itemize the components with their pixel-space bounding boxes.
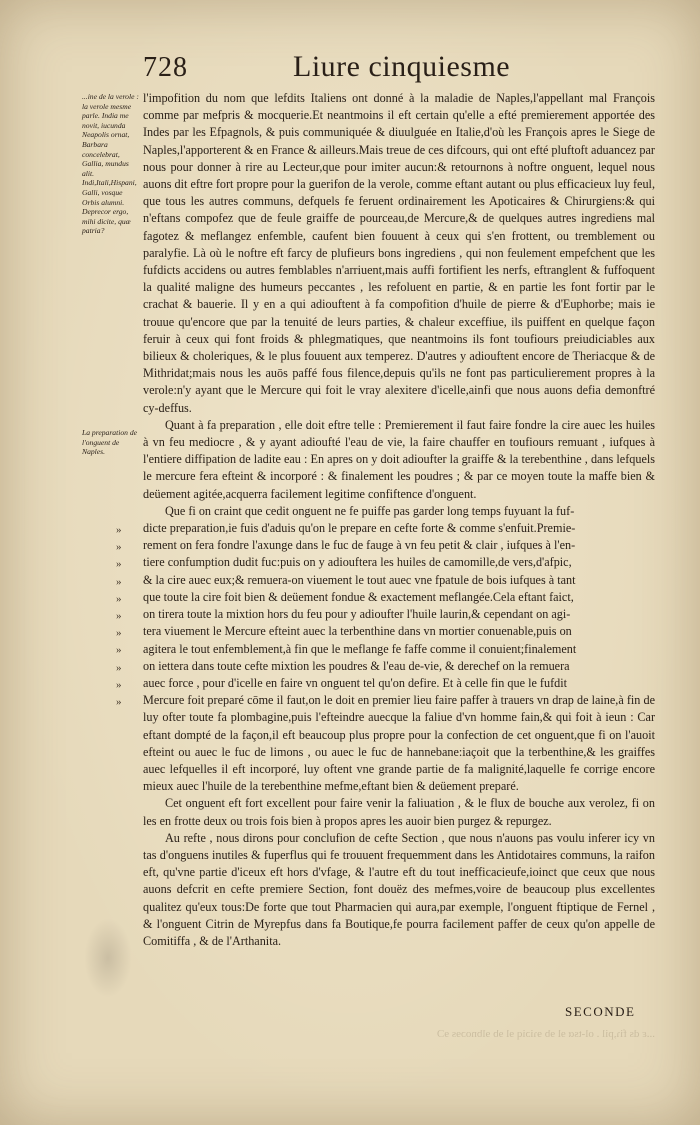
margin-note-preparation: La preparation de l'onguent de Naples. bbox=[82, 428, 137, 457]
show-through-text: ...ε ds fiɿ,pil . ol-tsα ɘl ɘb ɘɿiɔiq ɘl ɘb ɘlbnoɔɘs ɘϽ bbox=[436, 1028, 655, 1040]
quoted-line: tiere confumption dudit fuc:puis on y adiouftera les huiles de camomille,de vers,d'afpic, bbox=[143, 555, 572, 570]
quote-mark: » bbox=[116, 592, 122, 605]
quotation-marks-column bbox=[116, 522, 138, 711]
paragraph-salivation: Cet onguent eft fort excellent pour faire venir la faliuation , & le flux de bouche aux verolez, fi on les en frotte deux ou trois fois bien à propos apres les auoir bien purgez & repurgez. bbox=[143, 796, 655, 828]
quoted-line: auec force , pour d'icelle en faire vn onguent tel qu'on defire. Et à celle fin que le fufdit bbox=[143, 675, 567, 690]
quoted-line: rement on fera fondre l'axunge dans le fuc de fauge à vn feu petit & clair , iufques à l'en- bbox=[143, 538, 576, 553]
paragraph-preparation: Quant à fa preparation , elle doit eftre telle : Premierement il faut faire fondre la cire auec les huiles à vn feu mediocre , & y ayant adioufté l'eau de vie, la faire chauffer en toufiours remuant , iufques à l'entiere diffipation de ladite eau : En apres on y doit adioufter la graiffe & la terebenthine , dans lefquels le mercure fera efteint & incorporé : & finalement les poudres ; & par ce moyen toute la maffe bien & deüement agitée,acquerra facilement legitime confiftence d'onguent. bbox=[143, 417, 655, 501]
quote-mark: » bbox=[116, 627, 122, 640]
catchword: SECONDE bbox=[565, 1004, 636, 1019]
paragraph-conclusion: Au refte , nous dirons pour conclufion de cefte Section , que nous n'auons pas voulu inferer icy vn tas d'onguens inutiles & fuperflus qui fe trouuent frequemment dans les Antidotaires communs, la raifon eft, qu'vne partie d'iceux eft hors d'vfage, & l'autre eft du tout inefficacieufe,ioinct que ceux que nous auons defcrit en cefte premiere Section, font douëz des mefmes,voire de beaucoup plus excellentes qualitez qu'eux tous:De forte que tout Pharmacien qui aura,par exemple, l'onguent ftiptique de Fernel , & l'onguent Citrin de Myrepfus dans fa Boutique,fe pourra facilement paffer de ceux qu'on appelle de Comitiffa , & de l'Arthanita. bbox=[143, 830, 655, 948]
quote-mark: » bbox=[116, 678, 122, 691]
running-head: Liure cinquiesme bbox=[293, 50, 511, 83]
paper-stain bbox=[84, 918, 132, 998]
quoted-line: Que fi on craint que cedit onguent ne fe puiffe pas garder long temps fuyuant la fuf- bbox=[165, 503, 575, 518]
quoted-line: & la cire auec eux;& remuera-on viuement le tout auec vne fpatule de bois iufques à tant bbox=[143, 572, 576, 587]
quoted-line: dicte preparation,ie fuis d'aduis qu'on le prepare en cefte forte & comme s'enfuit.Premie- bbox=[143, 521, 576, 536]
quote-mark: » bbox=[116, 610, 122, 623]
paragraph-verole: l'impofition du nom que lefdits Italiens ont donné à la maladie de Naples,l'appellant mal François comme par mefpris & mocquerie.Et neantmoins il eft certain qu'elle a efté premierement apportée des Indes par les Efpagnols, & puis communiquée & diuulguée en Italie,d'où les François apres le Siege de Naples,l'apporterent & en France & ailleurs.Mais treue de ces difcours, qui ont efté pluftoft aduancez par nous pour donner à rire au Lecteur,que pour imiter aucun:& retournons à noftre onguent, lequel nous auons dit eftre fort propre pour la guerifon de la verole, comme eftant autant ou plus efficacieux luy feul, que tous les autres communs, defquels fe feruent ordinairement les Apoticaires & Chirurgiens:& qui n'eftans compofez que de feule graiffe de pourceau,de Mercure,& de quelques autres ingrediens mal fagotez & meflangez enfemble, caufent bien fouuent à ceux qui s'en frottent, ou tremblement ou paralyfie. Là où le noftre eft farcy de plufieurs bons ingrediens , qui non feulement empefchent que les fufdicts accidens ou autres femblables n'arriuent,mais auffi fortifient les nerfs, eftranglent & fuffoquent la qualité maligne des humeurs peccantes , les refoluent en partie, & en partie les font fortir par le crachat & bauerie. Il y en a qui adiouftent à fa compofition d'huile de pierre & d'Euphorbe; mais ie trouue qu'encore que par la tenuité de leurs parties, & chaleur exceffiue, ils puiffent en quelque façon feruir à ceux qui font froids & phlegmatiques, que neantmoins ils font toufiours preiudiciables aux bilieux & choleriques, & le plus fouuent aux temperez. D'autres y adiouftent encore de Theriacque & de Mithridat;mais nous les auōs paffé fous filence,depuis qu'ils ne font pas particulierement propres à la verole:n'y ayant que le Mercure qui foit le vray alexitere d'icelle,ainfi que nous auons defia demonftré cy-deffus. bbox=[143, 91, 655, 415]
quoted-line: on iettera dans toute cefte mixtion les poudres & l'eau de-vie, & derechef on la remuera bbox=[143, 658, 570, 673]
quote-mark: » bbox=[116, 644, 122, 657]
quote-mark: » bbox=[116, 541, 122, 554]
page-header bbox=[143, 52, 663, 86]
quoted-line: agitera le tout enfemblement,à fin que le meflange fe faffe comme il conuient;finalement bbox=[143, 641, 577, 656]
quote-mark: » bbox=[116, 575, 122, 588]
quoted-passage bbox=[143, 503, 655, 692]
quote-mark: » bbox=[116, 524, 122, 536]
quoted-line: tera viuement le Mercure efteint auec la terbenthine dans vn mortier conuenable,puis on bbox=[143, 624, 572, 639]
quoted-line: on tirera toute la mixtion hors du feu pour y adioufter l'huile laurin,& cependant on agi- bbox=[143, 607, 571, 622]
page-number: 728 bbox=[143, 52, 188, 83]
quoted-line: que toute la cire foit bien & deüement fondue & exactement meflangée.Cela eftant faict, bbox=[143, 589, 574, 604]
quote-mark: » bbox=[116, 558, 122, 571]
paragraph-mercure: Mercure foit preparé cōme il faut,on le doit en premier lieu faire paffer à trauers vn drap de laine,à fin de luy ofter toute fa plombagine,puis l'efteindre auecque la faliue d'vn homme fain,& qui foit à ieun : Car eftant dompté de la façon,il eft beaucoup plus propre pour la confection de cet onguent,que fi on l'auoit efteint ou auec le fuc de limons , ou auec le fuc de hannebane:iaçoit que la terbenthine,& les graiffes auec lefquelles il eft incorporé, luy oftent vne grande partie de fa malignité,laquelle fe corrige encore mieux auec l'huile de la terebenthine mefme,eftant bien & deüement preparé. bbox=[143, 693, 655, 794]
margin-note-verole: ...ine de la verole : la verole mesme parle. India me novit, iucunda Neapolis ornat, Barbara concelebrat, Gallia, mundus alit. Indi,Itali,Hispani, Galli, vosque Orbis alumni. Deprecor ergo, mihi dicite, quæ patria? bbox=[82, 92, 139, 236]
quote-mark: » bbox=[116, 661, 122, 674]
quote-mark: » bbox=[116, 696, 122, 709]
main-text-block bbox=[143, 90, 655, 950]
